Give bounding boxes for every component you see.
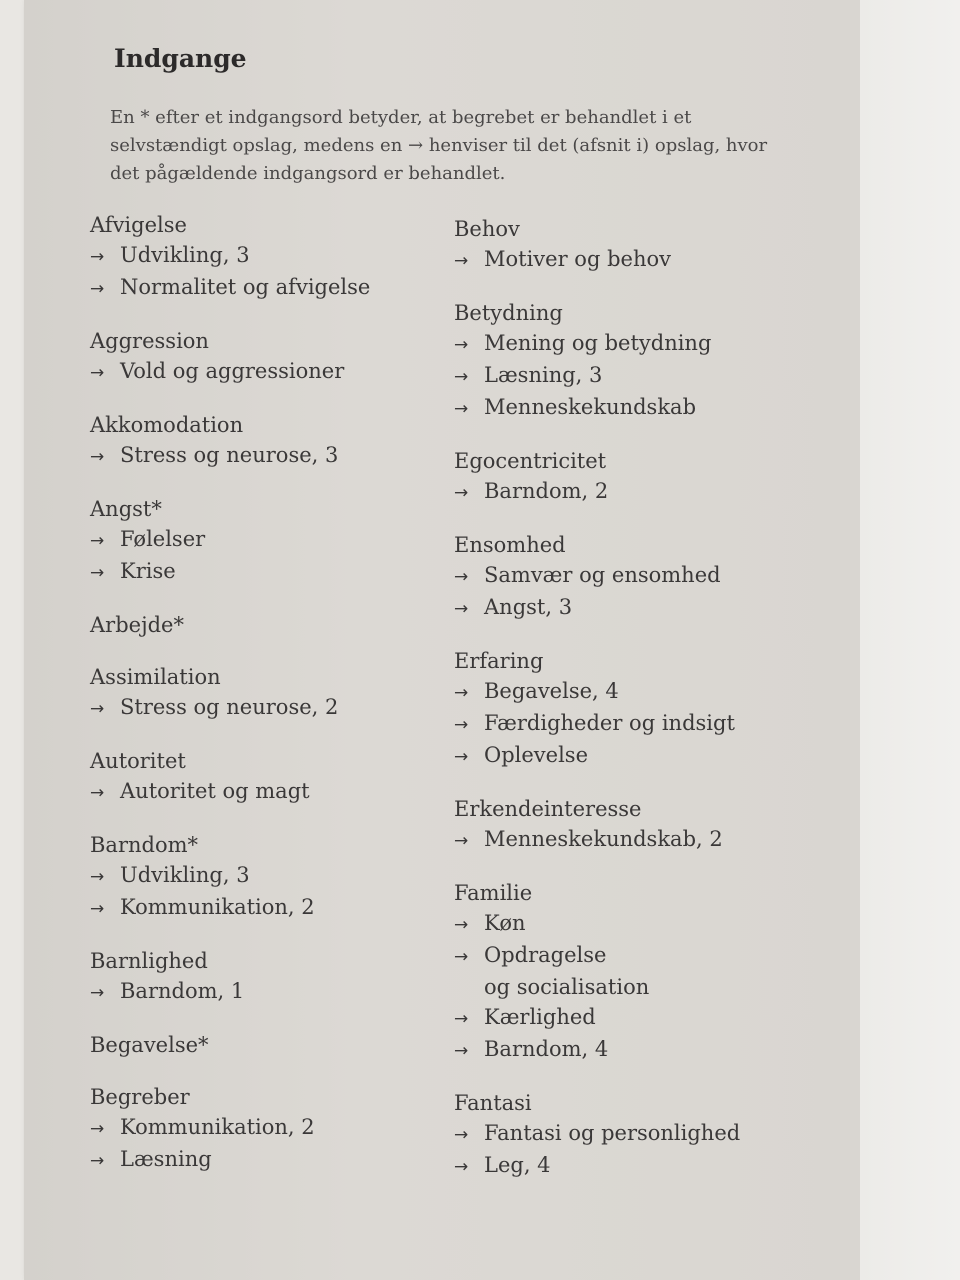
arrow-icon: → (454, 251, 469, 271)
cross-reference-label: Normalitet og afvigelse (120, 275, 371, 299)
cross-reference (454, 1150, 814, 1182)
cross-reference-label: Læsning, 3 (484, 363, 603, 387)
cross-reference-label: Køn (484, 911, 526, 935)
arrow-icon: → (90, 899, 105, 919)
arrow-icon: → (90, 363, 105, 383)
cross-reference-label: Stress og neurose, 3 (120, 443, 339, 467)
index-term: Begavelse* (90, 1033, 209, 1057)
cross-reference (90, 272, 450, 304)
arrow-icon: → (454, 747, 469, 767)
cross-reference-label: Udvikling, 3 (120, 863, 250, 887)
arrow-icon: → (90, 247, 105, 267)
cross-reference (90, 776, 450, 808)
arrow-icon: → (90, 563, 105, 583)
page-title: Indgange (114, 44, 247, 73)
cross-reference-label: Stress og neurose, 2 (120, 695, 339, 719)
cross-reference (454, 560, 814, 592)
index-entry (90, 210, 450, 304)
cross-reference-label: Menneskekundskab (484, 395, 697, 419)
cross-reference-label: Vold og aggressioner (120, 359, 345, 383)
cross-reference-label: Kommunikation, 2 (120, 1115, 315, 1139)
index-term: Egocentricitet (454, 449, 607, 473)
cross-reference-label: Barndom, 2 (484, 479, 609, 503)
index-term: Familie (454, 881, 533, 905)
arrow-icon: → (90, 867, 105, 887)
cross-reference (454, 360, 814, 392)
index-entry (90, 946, 450, 1008)
index-term: Erkendeinteresse (454, 797, 642, 821)
cross-reference (454, 940, 814, 972)
arrow-icon: → (454, 483, 469, 503)
index-term: Ensomhed (454, 533, 566, 557)
index-entry (454, 530, 814, 624)
index-entry (90, 830, 450, 924)
cross-reference (90, 240, 450, 272)
arrow-icon: → (90, 447, 105, 467)
index-term: Autoritet (90, 749, 186, 773)
arrow-icon: → (454, 399, 469, 419)
index-entry (454, 298, 814, 424)
index-term: Betydning (454, 301, 563, 325)
arrow-icon: → (454, 915, 469, 935)
index-entry (90, 610, 450, 640)
arrow-icon: → (454, 1125, 469, 1145)
cross-reference (454, 328, 814, 360)
index-entry (90, 1082, 450, 1176)
arrow-icon: → (90, 1119, 105, 1139)
cross-reference-label: Motiver og behov (484, 247, 671, 271)
cross-reference-label: Opdragelse (484, 943, 607, 967)
arrow-icon: → (90, 1151, 105, 1171)
cross-reference-label: Leg, 4 (484, 1153, 551, 1177)
cross-reference (454, 1034, 814, 1066)
index-entry (454, 878, 814, 1066)
index-term: Erfaring (454, 649, 544, 673)
cross-reference (90, 976, 450, 1008)
arrow-icon: → (90, 531, 105, 551)
cross-reference (90, 1112, 450, 1144)
cross-reference-label: Angst, 3 (484, 595, 573, 619)
cross-reference (90, 556, 450, 588)
cross-reference-label: Følelser (120, 527, 206, 551)
cross-reference-label: Barndom, 4 (484, 1037, 609, 1061)
arrow-icon: → (454, 567, 469, 587)
cross-reference-label: Mening og betydning (484, 331, 712, 355)
arrow-icon: → (454, 1009, 469, 1029)
arrow-icon: → (454, 715, 469, 735)
index-term: Begreber (90, 1085, 190, 1109)
cross-reference-label: Kærlighed (484, 1005, 596, 1029)
cross-reference (454, 244, 814, 276)
arrow-icon: → (454, 599, 469, 619)
index-entry (90, 1030, 450, 1060)
cross-reference (454, 972, 814, 1002)
arrow-icon: → (454, 683, 469, 703)
cross-reference (454, 592, 814, 624)
cross-reference (454, 908, 814, 940)
cross-reference-label: Barndom, 1 (120, 979, 245, 1003)
arrow-icon: → (90, 983, 105, 1003)
index-entry (90, 662, 450, 724)
cross-reference (454, 1002, 814, 1034)
cross-reference (454, 1118, 814, 1150)
cross-reference-label: Samvær og ensomhed (484, 563, 721, 587)
arrow-icon: → (454, 1157, 469, 1177)
cross-reference (90, 860, 450, 892)
index-term: Arbejde* (90, 613, 184, 637)
cross-reference-label: og socialisation (484, 975, 650, 999)
arrow-icon: → (454, 831, 469, 851)
cross-reference (454, 476, 814, 508)
cross-reference (90, 356, 450, 388)
cross-reference (454, 708, 814, 740)
index-term: Angst* (90, 497, 162, 521)
index-column-right (454, 214, 814, 1204)
cross-reference-label: Udvikling, 3 (120, 243, 250, 267)
index-term: Afvigelse (90, 213, 187, 237)
index-entry (454, 1088, 814, 1182)
cross-reference-label: Begavelse, 4 (484, 679, 619, 703)
index-term: Behov (454, 217, 520, 241)
arrow-icon: → (454, 947, 469, 967)
arrow-icon: → (454, 1041, 469, 1061)
index-entry (454, 794, 814, 856)
page-edge (860, 0, 960, 1280)
cross-reference-label: Fantasi og personlighed (484, 1121, 741, 1145)
index-term: Assimilation (90, 665, 221, 689)
cross-reference (454, 392, 814, 424)
arrow-icon: → (90, 279, 105, 299)
cross-reference (90, 892, 450, 924)
intro-paragraph: En * efter et indgangsord betyder, at begrebet er behandlet i et selvstændigt opslag, medens en → henviser til det (afsnit i) opslag, hvor det pågældende indgangsord er behandlet. (110, 107, 768, 184)
index-term: Barndom* (90, 833, 199, 857)
index-entry (454, 446, 814, 508)
cross-reference (90, 440, 450, 472)
arrow-icon: → (454, 335, 469, 355)
index-entry (454, 214, 814, 276)
arrow-icon: → (454, 367, 469, 387)
cross-reference (90, 692, 450, 724)
cross-reference-label: Oplevelse (484, 743, 589, 767)
index-entry (90, 326, 450, 388)
cross-reference (90, 1144, 450, 1176)
index-entry (90, 410, 450, 472)
index-entry (90, 494, 450, 588)
cross-reference-label: Kommunikation, 2 (120, 895, 315, 919)
cross-reference (454, 676, 814, 708)
cross-reference-label: Færdigheder og indsigt (484, 711, 735, 735)
index-term: Barnlighed (90, 949, 208, 973)
cross-reference (454, 824, 814, 856)
index-term: Fantasi (454, 1091, 532, 1115)
cross-reference-label: Læsning (120, 1147, 212, 1171)
index-entry (454, 646, 814, 772)
cross-reference-label: Autoritet og magt (120, 779, 310, 803)
arrow-icon: → (90, 783, 105, 803)
cross-reference (90, 524, 450, 556)
cross-reference-label: Menneskekundskab, 2 (484, 827, 723, 851)
arrow-icon: → (90, 699, 105, 719)
index-term: Akkomodation (90, 413, 244, 437)
index-term: Aggression (90, 329, 209, 353)
cross-reference (454, 740, 814, 772)
index-column-left (90, 210, 450, 1198)
index-entry (90, 746, 450, 808)
cross-reference-label: Krise (120, 559, 176, 583)
